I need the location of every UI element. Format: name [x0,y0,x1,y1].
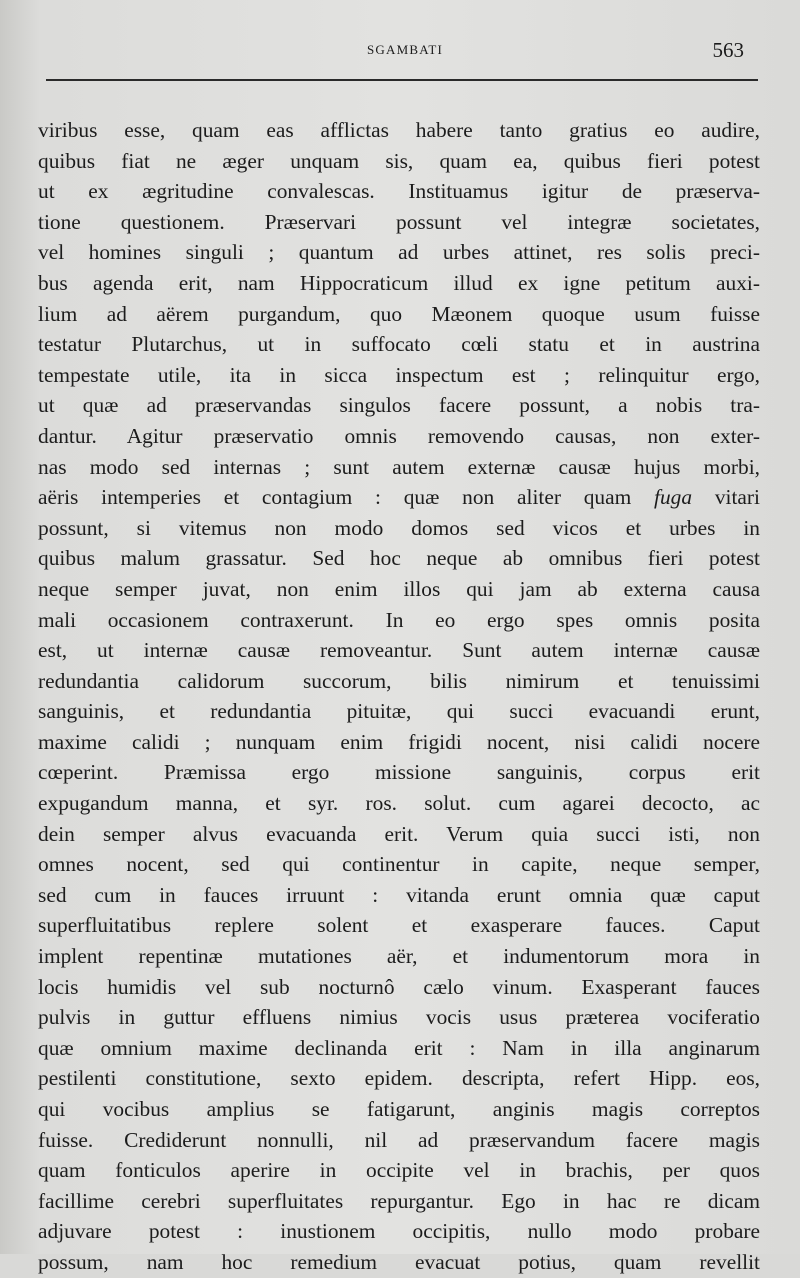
text-line: ut quæ ad præservandas singulos facere possunt, a nobis tra- [38,393,760,418]
text-line: est, ut internæ causæ removeantur. Sunt autem internæ causæ [38,638,760,663]
text-line: ut ex ægritudine convalescas. Instituamus igitur de præserva- [38,179,760,204]
running-head [50,38,760,64]
text-line: redundantia calidorum succorum, bilis nimirum et tenuissimi [38,668,760,693]
text-line: testatur Plutarchus, ut in suffocato cœli statu et in austrina [38,332,760,357]
text-line: mali occasionem contraxerunt. In eo ergo spes omnis posita [38,607,760,632]
text-line: nas modo sed internas ; sunt autem externæ causæ hujus morbi, [38,454,760,479]
text-line: possum, nam hoc remedium evacuat potius, quam revellit [38,1249,760,1274]
text-line: bus agenda erit, nam Hippocraticum illud ex igne petitum auxi- [38,270,760,295]
text-line: fuisse. Crediderunt nonnulli, nil ad præservandum facere magis [38,1127,760,1152]
text-line: tempestate utile, ita in sicca inspectum est ; relinquitur ergo, [38,362,760,387]
text-line: possunt, si vitemus non modo domos sed vicos et urbes in [38,515,760,540]
text-line: superfluitatibus replere solent et exasperare fauces. Caput [38,913,760,938]
text-line-with-italic [38,482,760,513]
text-line: maxime calidi ; nunquam enim frigidi nocent, nisi calidi nocere [38,729,760,754]
text-line: quæ omnium maxime declinanda erit : Nam in illa anginarum [38,1035,760,1060]
text-line: locis humidis vel sub nocturnô cælo vinum. Exasperant fauces [38,974,760,999]
text-line: quam fonticulos aperire in occipite vel in brachis, per quos [38,1158,760,1183]
text-line: facillime cerebri superfluitates repurgantur. Ego in hac re dicam [38,1188,760,1213]
text-line: adjuvare potest : inustionem occipitis, nullo modo probare [38,1219,760,1244]
text-line: dantur. Agitur præservatio omnis removendo causas, non exter- [38,423,760,448]
text-line: cœperint. Præmissa ergo missione sanguinis, corpus erit [38,760,760,785]
text-segment: aëris intemperies et contagium : quæ non aliter quam [38,485,655,510]
text-line: sanguinis, et redundantia pituitæ, qui succi evacuandi erunt, [38,699,760,724]
text-line: omnes nocent, sed qui continentur in capite, neque semper, [38,852,760,877]
text-line: viribus esse, quam eas afflictas habere tanto gratius eo audire, [38,118,760,142]
text-line: tione questionem. Præservari possunt vel integræ societates, [38,209,760,234]
text-line: implent repentinæ mutationes aër, et indumentorum mora in [38,944,760,969]
text-line: quibus fiat ne æger unquam sis, quam ea, quibus fieri potest [38,148,760,173]
text-line: dein semper alvus evacuanda erit. Verum quia succi isti, non [38,821,760,846]
text-line: pulvis in guttur effluens nimius vocis usus præterea vociferatio [38,1005,760,1030]
text-line: pestilenti constitutione, sexto epidem. descripta, refert Hipp. eos, [38,1066,760,1091]
text-line: expugandum manna, et syr. ros. solut. cum agarei decocto, ac [38,791,760,816]
running-title: SGAMBATI [366,42,444,57]
text-segment: vitari [692,485,760,510]
text-line: quibus malum grassatur. Sed hoc neque ab omnibus fieri potest [38,546,760,571]
text-line: neque semper juvat, non enim illos qui jam ab externa causa [38,576,760,601]
body-text [38,115,760,1278]
page-number: 563 [712,38,744,62]
text-line: qui vocibus amplius se fatigarunt, anginis magis correptos [38,1097,760,1121]
header-rule [46,79,758,81]
text-line: vel homines singuli ; quantum ad urbes attinet, res solis preci- [38,240,760,265]
italic-word: fuga [654,485,693,510]
text-line: sed cum in fauces irruunt : vitanda erunt omnia quæ caput [38,882,760,907]
text-line: lium ad aërem purgandum, quo Mæonem quoque usum fuisse [38,301,760,326]
